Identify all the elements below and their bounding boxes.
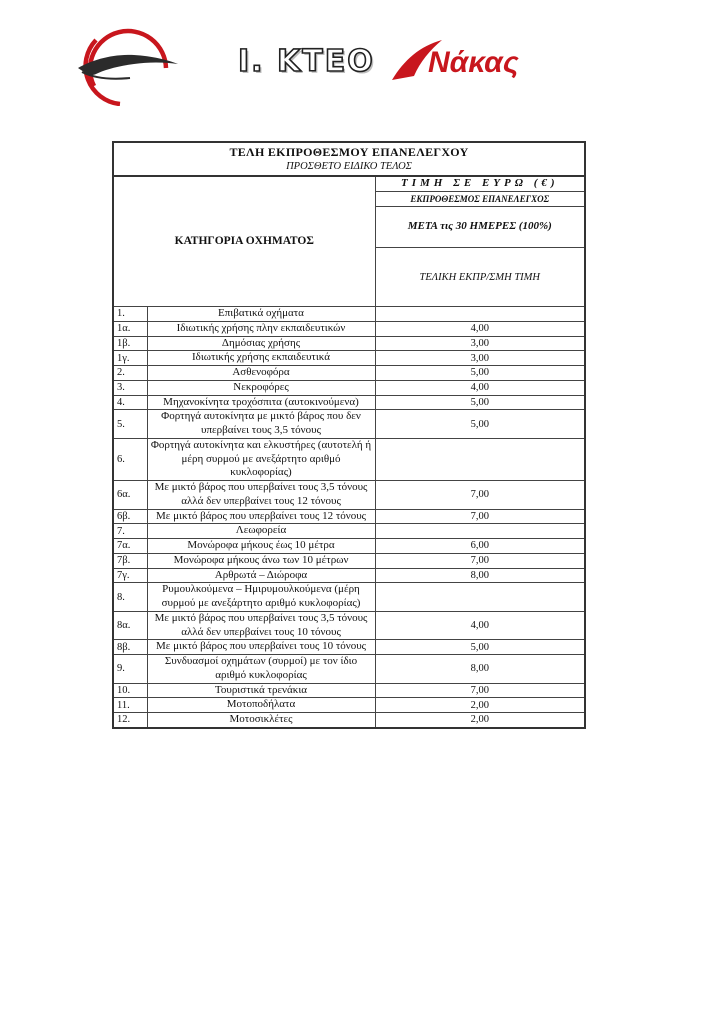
- vehicle-category: Μηχανοκίνητα τροχόσπιτα (αυτοκινούμενα): [147, 395, 375, 410]
- vehicle-category: Ρυμουλκούμενα – Ημιρυμουλκούμενα (μέρη συρμού με ανεξάρτητο αριθμό κυκλοφορίας): [147, 583, 375, 612]
- row-number: 10.: [113, 683, 147, 698]
- table-row: [113, 713, 585, 728]
- final-price-header: ΤΕΛΙΚΗ ΕΚΠΡ/ΣΜΗ ΤΙΜΗ: [375, 248, 585, 307]
- row-number: 7.: [113, 524, 147, 539]
- table-row: [113, 321, 585, 336]
- table-row: [113, 683, 585, 698]
- table-row: [113, 410, 585, 439]
- final-price: 5,00: [375, 366, 585, 381]
- final-price: 5,00: [375, 640, 585, 655]
- vehicle-category: Φορτηγά αυτοκίνητα με μικτό βάρος που δεν υπερβαίνει τους 3,5 τόνους: [147, 410, 375, 439]
- table-row: [113, 553, 585, 568]
- vehicle-category: Με μικτό βάρος που υπερβαίνει τους 10 τόνους: [147, 640, 375, 655]
- table-row: [113, 539, 585, 554]
- final-price: 4,00: [375, 611, 585, 640]
- row-number: 7γ.: [113, 568, 147, 583]
- table-row: [113, 583, 585, 612]
- table-row: [113, 509, 585, 524]
- final-price: [375, 583, 585, 612]
- table-row: [113, 611, 585, 640]
- vehicle-category: Με μικτό βάρος που υπερβαίνει τους 3,5 τόνους αλλά δεν υπερβαίνει τους 12 τόνους: [147, 481, 375, 510]
- vehicle-category: Δημόσιας χρήσης: [147, 336, 375, 351]
- final-price: 8,00: [375, 568, 585, 583]
- vehicle-category: Νεκροφόρες: [147, 380, 375, 395]
- final-price: 4,00: [375, 321, 585, 336]
- table-row: [113, 655, 585, 684]
- vehicle-category: Αρθρωτά – Διώροφα: [147, 568, 375, 583]
- row-number: 12.: [113, 713, 147, 728]
- table-row: [113, 568, 585, 583]
- row-number: 9.: [113, 655, 147, 684]
- row-number: 6.: [113, 438, 147, 480]
- table-row: [113, 524, 585, 539]
- table-row: [113, 307, 585, 322]
- final-price: 8,00: [375, 655, 585, 684]
- row-number: 7β.: [113, 553, 147, 568]
- table-row: [113, 640, 585, 655]
- final-price: [375, 438, 585, 480]
- row-number: 6α.: [113, 481, 147, 510]
- table-row: [113, 698, 585, 713]
- row-number: 3.: [113, 380, 147, 395]
- after-30-days-header: ΜΕΤΑ τις 30 ΗΜΕΡΕΣ (100%): [375, 207, 585, 248]
- final-price: 3,00: [375, 351, 585, 366]
- vehicle-category: Μοτοσικλέτες: [147, 713, 375, 728]
- final-price: 5,00: [375, 395, 585, 410]
- table-row: [113, 336, 585, 351]
- nakas-brand-text: Νάκας: [428, 46, 519, 79]
- row-number: 8α.: [113, 611, 147, 640]
- final-price: 4,00: [375, 380, 585, 395]
- vehicle-category: Μοτοποδήλατα: [147, 698, 375, 713]
- table-title: ΤΕΛΗ ΕΚΠΡΟΘΕΣΜΟΥ ΕΠΑΝΕΛΕΓΧΟΥ: [229, 145, 469, 159]
- category-header: ΚΑΤΗΓΟΡΙΑ ΟΧΗΜΑΤΟΣ: [113, 176, 375, 307]
- row-number: 1β.: [113, 336, 147, 351]
- table-row: [113, 351, 585, 366]
- ktee-brand-text: I. ΚΤΕΟ: [238, 44, 375, 79]
- row-number: 8.: [113, 583, 147, 612]
- late-inspection-fee-table: [112, 141, 586, 729]
- final-price: 7,00: [375, 683, 585, 698]
- final-price: 2,00: [375, 698, 585, 713]
- price-header: ΤΙΜΗ ΣΕ ΕΥΡΩ (€): [375, 176, 585, 192]
- final-price: [375, 307, 585, 322]
- final-price: 7,00: [375, 481, 585, 510]
- vehicle-category: Φορτηγά αυτοκίνητα και ελκυστήρες (αυτοτελή ή μέρη συρμού με ανεξάρτητο αριθμό κυκλοφορίας): [147, 438, 375, 480]
- final-price: 2,00: [375, 713, 585, 728]
- late-inspection-header: ΕΚΠΡΟΘΕΣΜΟΣ ΕΠΑΝΕΛΕΓΧΟΣ: [375, 192, 585, 207]
- row-number: 11.: [113, 698, 147, 713]
- final-price: [375, 524, 585, 539]
- table-subtitle: ΠΡΟΣΘΕΤΟ ΕΙΔΙΚΟ ΤΕΛΟΣ: [286, 161, 412, 172]
- vehicle-category: Λεωφορεία: [147, 524, 375, 539]
- vehicle-category: Επιβατικά οχήματα: [147, 307, 375, 322]
- row-number: 1α.: [113, 321, 147, 336]
- final-price: 6,00: [375, 539, 585, 554]
- row-number: 6β.: [113, 509, 147, 524]
- row-number: 4.: [113, 395, 147, 410]
- row-number: 1γ.: [113, 351, 147, 366]
- final-price: 3,00: [375, 336, 585, 351]
- table-row: [113, 481, 585, 510]
- final-price: 7,00: [375, 553, 585, 568]
- table-row: [113, 366, 585, 381]
- vehicle-category: Ιδιωτικής χρήσης εκπαιδευτικά: [147, 351, 375, 366]
- vehicle-category: Τουριστικά τρενάκια: [147, 683, 375, 698]
- car-swoosh-logo: [74, 22, 180, 106]
- table-title-cell: [113, 142, 585, 176]
- vehicle-category: Μονώροφα μήκους έως 10 μέτρα: [147, 539, 375, 554]
- vehicle-category: Μονώροφα μήκους άνω των 10 μέτρων: [147, 553, 375, 568]
- table-row: [113, 438, 585, 480]
- vehicle-category: Με μικτό βάρος που υπερβαίνει τους 12 τόνους: [147, 509, 375, 524]
- row-number: 5.: [113, 410, 147, 439]
- final-price: 7,00: [375, 509, 585, 524]
- row-number: 1.: [113, 307, 147, 322]
- vehicle-category: Συνδυασμοί οχημάτων (συρμοί) με τον ίδιο αριθμό κυκλοφορίας: [147, 655, 375, 684]
- table-row: [113, 380, 585, 395]
- row-number: 2.: [113, 366, 147, 381]
- row-number: 8β.: [113, 640, 147, 655]
- vehicle-category: Ασθενοφόρα: [147, 366, 375, 381]
- vehicle-category: Ιδιωτικής χρήσης πλην εκπαιδευτικών: [147, 321, 375, 336]
- final-price: 5,00: [375, 410, 585, 439]
- row-number: 7α.: [113, 539, 147, 554]
- table-row: [113, 395, 585, 410]
- vehicle-category: Με μικτό βάρος που υπερβαίνει τους 3,5 τόνους αλλά δεν υπερβαίνει τους 10 τόνους: [147, 611, 375, 640]
